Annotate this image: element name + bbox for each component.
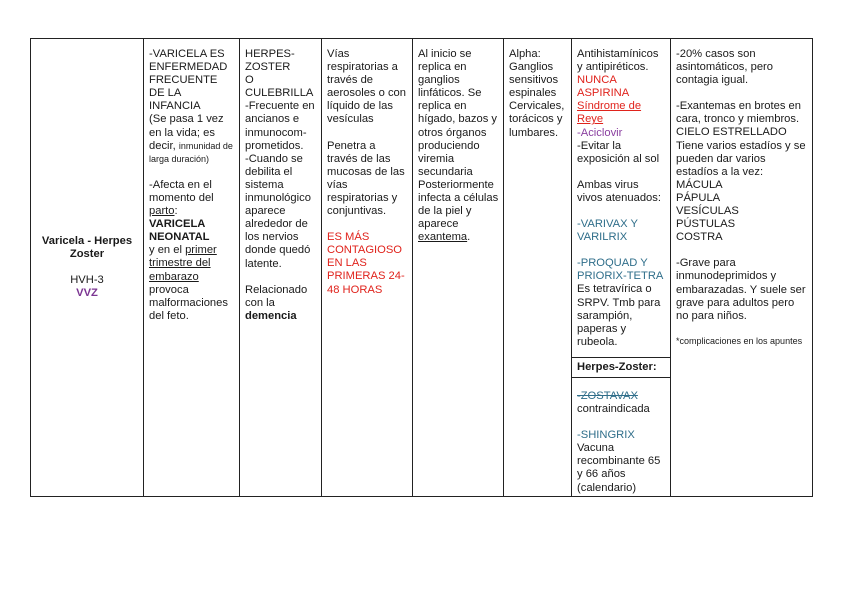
immunity-note: inmunidad de larga duración) [149,140,233,164]
varivax: -VARIVAX Y VARILRIX [577,218,638,244]
pregnancy-note: y en el primer trimestre del embarazo [149,244,217,283]
severity-note: -Grave para inmunodeprimidos y embarazadas. Y suele ser grave para adultos pero no para niños. [676,257,806,322]
stage-item: COSTRA [676,231,723,244]
live-vaccines: Ambas virus vivos atenuados: [577,178,661,204]
acyclovir: -Aciclovir [577,126,623,139]
zoster-elderly: -Frecuente en ancianos e inmunocom-prometidos. [245,100,315,152]
neonatal-label: VARICELA NEONATAL [149,218,210,244]
zoster-related: Relacionado con la [245,283,308,309]
reye-syndrome: Síndrome de Reye [577,100,642,126]
latency-text: Alpha: Ganglios sensitivos espinales Cervicales, torácicos y lumbares. [509,48,565,139]
zoster-dementia: demencia [245,309,297,322]
pathogenesis-text: Al inicio se replica en ganglios linfáticos. Se replica en hígado, bazos y otros órganos produciendo viremia secundaria Posteriormente infecta a células de la piel y aparece exantema. [418,48,499,244]
stage-item: PÁPULA [676,191,721,204]
disease-cell [31,39,144,497]
outbreaks-note: -Exantemas en brotes en cara, tronco y miembros. [676,100,801,126]
symptomatic-treatment: Antihistamínicos y antipiréticos. [577,48,659,74]
disease-table [30,38,813,497]
tetravalent-note: Es tetravírica o SRPV. Tmb para sarampión, paperas y rubeola. [577,283,661,348]
parto-link: parto [149,205,175,218]
zoster-name: HERPES-ZOSTER [245,48,295,74]
varicela-intro: -VARICELA ES ENFERMEDAD FRECUENTE DE LA INFANCIA [149,48,228,113]
zoster-vaccine-header: Herpes-Zoster: [572,357,670,378]
zoster-or: O [245,74,254,87]
latency-cell [504,39,572,497]
birth-note: -Afecta en el momento del parto: [149,178,214,218]
pregnancy-link: primer trimestre del embarazo [149,244,217,283]
stage-item: MÁCULA [676,178,723,191]
transmission-cell [322,39,413,497]
stage-item: VESÍCULAS [676,205,739,218]
transmission-routes: Vías respiratorias a través de aerosoles o con líquido de las vesículas [327,48,406,126]
varicela-cell [144,39,240,497]
zoster-reactivation: -Cuando se debilita el sistema inmunológico aparece alrededor de los nervios donde quedó latente. [245,152,311,270]
pathogenesis-cell [413,39,504,497]
asymptomatic-note: -20% casos son asintomáticos, pero contagia igual. [676,48,774,87]
avoid-sun: -Evitar la exposición al sol [577,139,660,165]
recombinant-note: Vacuna recombinante 65 y 66 años (calendario) [577,442,661,494]
contagious-warning: ES MÁS CONTAGIOSO EN LAS PRIMERAS 24-48 HORAS [327,231,405,296]
stage-item: PÚSTULAS [676,218,736,231]
exanthem-link: exantema [418,231,468,244]
zostavax: -ZOSTAVAX [577,389,638,402]
disease-title: Varicela - Herpes Zoster [41,234,133,260]
transmission-penetration: Penetra a través de las mucosas de las vías respiratorias y conjuntivas. [327,139,405,218]
table-row [31,39,813,497]
treatment-cell [572,39,671,497]
disease-abbr: VVZ [76,286,98,299]
footnote: *complicaciones en los apuntes [676,335,803,346]
zoster-cell [240,39,322,497]
zoster-alt: CULEBRILLA [245,87,314,100]
clinical-cell [671,39,813,497]
proquad: -PROQUAD Y PRIORIX-TETRA [577,257,664,283]
starry-sky: CIELO ESTRELLADO [676,126,787,139]
malformations-note: provoca malformaciones del feto. [149,283,228,322]
shingrix: -SHINGRIX [577,429,635,442]
disease-code: HVH-3 [70,273,104,286]
stages-note: Tiene varios estadíos y se pueden dar varios estadíos a la vez: [676,139,806,178]
never-aspirin: NUNCA ASPIRINA [577,74,630,100]
varicela-once: (Se pasa 1 vez en la vida; es decir, inmunidad de larga duración) [149,113,233,164]
contraindicated: contraindicada [577,403,650,416]
